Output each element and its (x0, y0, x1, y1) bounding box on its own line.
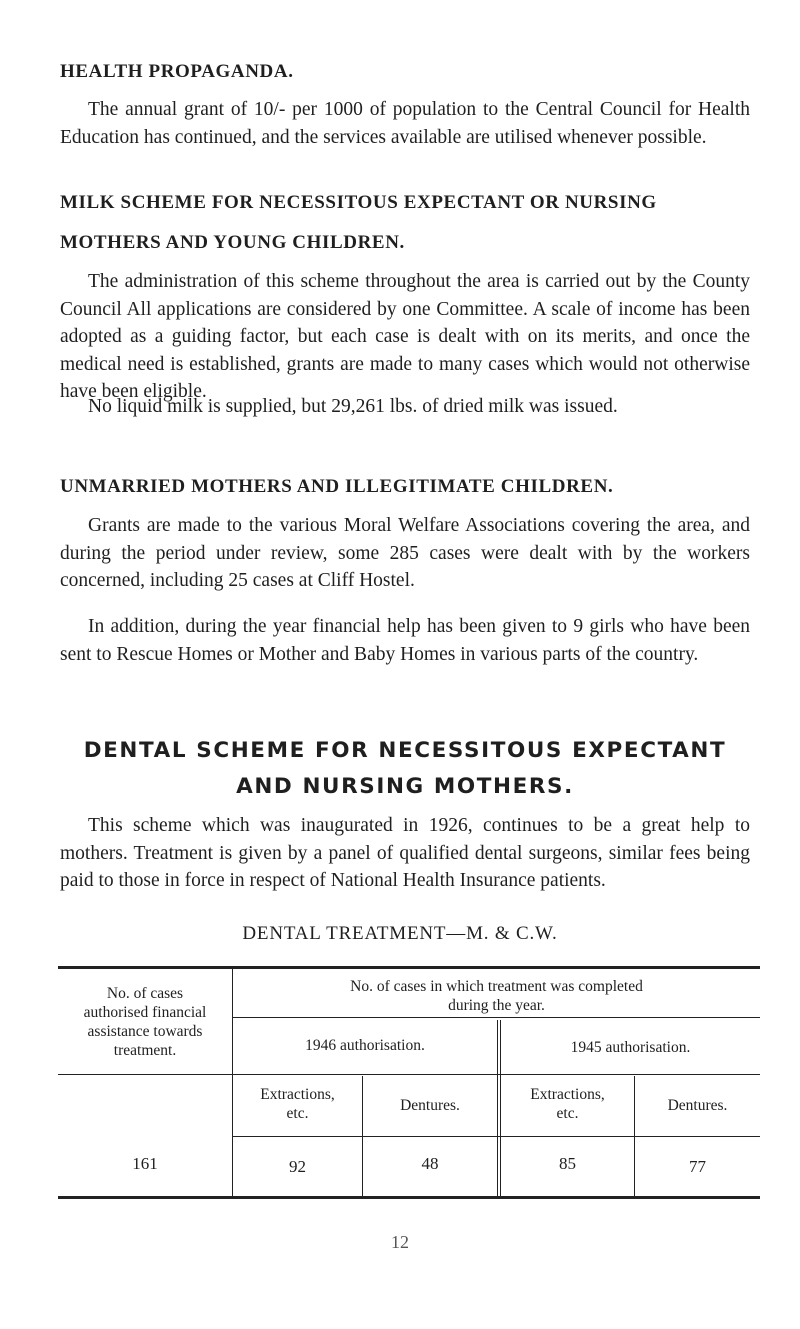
paragraph-milk-scheme-1: The administration of this scheme throughout the area is carried out by the County Council All applications are considered by one Committee. A scale of income has been adopted as a guiding factor, but each case is dealt with on its merits, and once the medical need is established, grants are made to many cases which would not otherwise have been eligible. (60, 271, 750, 402)
table-group-rule (232, 1017, 760, 1018)
header-extractions-1946 (233, 1085, 362, 1123)
header-dentures-1946: Dentures. (400, 1097, 460, 1114)
heading-milk-scheme-line2: MOTHERS AND YOUNG CHILDREN. (60, 232, 405, 253)
header-extractions-1945-line2: etc. (556, 1105, 579, 1122)
header-dentures-1945: Dentures. (667, 1097, 728, 1114)
page-number: 12 (391, 1232, 409, 1252)
header-authorised-cases (58, 984, 232, 1060)
header-completed-group (233, 977, 760, 1015)
cell-extractions-1945: 85 (559, 1154, 576, 1173)
header-authorised-line2: authorised financial (83, 1004, 207, 1021)
cell-authorised-cases: 161 (132, 1154, 158, 1173)
table-col-divider-1945 (634, 1076, 635, 1197)
table-subheader-rule (232, 1136, 760, 1137)
header-completed-line1: No. of cases in which treatment was completed (350, 978, 643, 995)
table-col-divider-1946 (362, 1076, 363, 1197)
header-completed-line2: during the year. (448, 997, 545, 1014)
heading-dental-scheme-line1: DENTAL SCHEME FOR NECESSITOUS EXPECTANT (83, 738, 727, 763)
paragraph-unmarried-mothers-2: In addition, during the year financial help has been given to 9 girls who have been sent to Rescue Homes or Mother and Baby Homes in various parts of the country. (60, 616, 750, 665)
header-extractions-1946-line1: Extractions, (260, 1086, 335, 1103)
heading-unmarried-mothers: UNMARRIED MOTHERS AND ILLEGITIMATE CHILDREN. (60, 476, 614, 497)
header-1945-authorisation: 1945 authorisation. (570, 1039, 691, 1056)
table-header-rule (58, 1074, 760, 1075)
header-authorised-line4: treatment. (113, 1042, 177, 1059)
header-extractions-1945 (501, 1085, 634, 1123)
paragraph-health-propaganda: The annual grant of 10/- per 1000 of population to the Central Council for Health Education has continued, and the services available are utilised whenever possible. (60, 99, 750, 148)
heading-health-propaganda: HEALTH PROPAGANDA. (60, 61, 294, 82)
table-bottom-rule (58, 1196, 760, 1199)
cell-dentures-1945: 77 (689, 1157, 706, 1176)
heading-milk-scheme-line1: MILK SCHEME FOR NECESSITOUS EXPECTANT OR NURSING (60, 192, 657, 213)
header-authorised-line3: assistance towards (87, 1023, 203, 1040)
header-1946-authorisation: 1946 authorisation. (305, 1037, 425, 1054)
header-extractions-1946-line2: etc. (286, 1105, 309, 1122)
table-caption: DENTAL TREATMENT—M. & C.W. (242, 923, 558, 944)
cell-extractions-1946: 92 (289, 1157, 306, 1176)
paragraph-unmarried-mothers-1: Grants are made to the various Moral Welfare Associations covering the area, and during the period under review, some 285 cases were dealt with by the workers concerned, including 25 cases at Cliff Hostel. (60, 515, 750, 591)
paragraph-dental-scheme: This scheme which was inaugurated in 1926, continues to be a great help to mothers. Treatment is given by a panel of qualified dental surgeons, similar fees being paid to those in force in respect of National Health Insurance patients. (60, 815, 750, 891)
heading-dental-scheme-line2: AND NURSING MOTHERS. (236, 774, 574, 799)
table-col-divider-years-a (497, 1020, 498, 1197)
table-top-rule (58, 966, 760, 969)
header-authorised-line1: No. of cases (106, 985, 184, 1002)
cell-dentures-1946: 48 (421, 1154, 439, 1173)
header-extractions-1945-line1: Extractions, (530, 1086, 605, 1103)
paragraph-milk-scheme-2: No liquid milk is supplied, but 29,261 lbs. of dried milk was issued. (88, 396, 618, 417)
